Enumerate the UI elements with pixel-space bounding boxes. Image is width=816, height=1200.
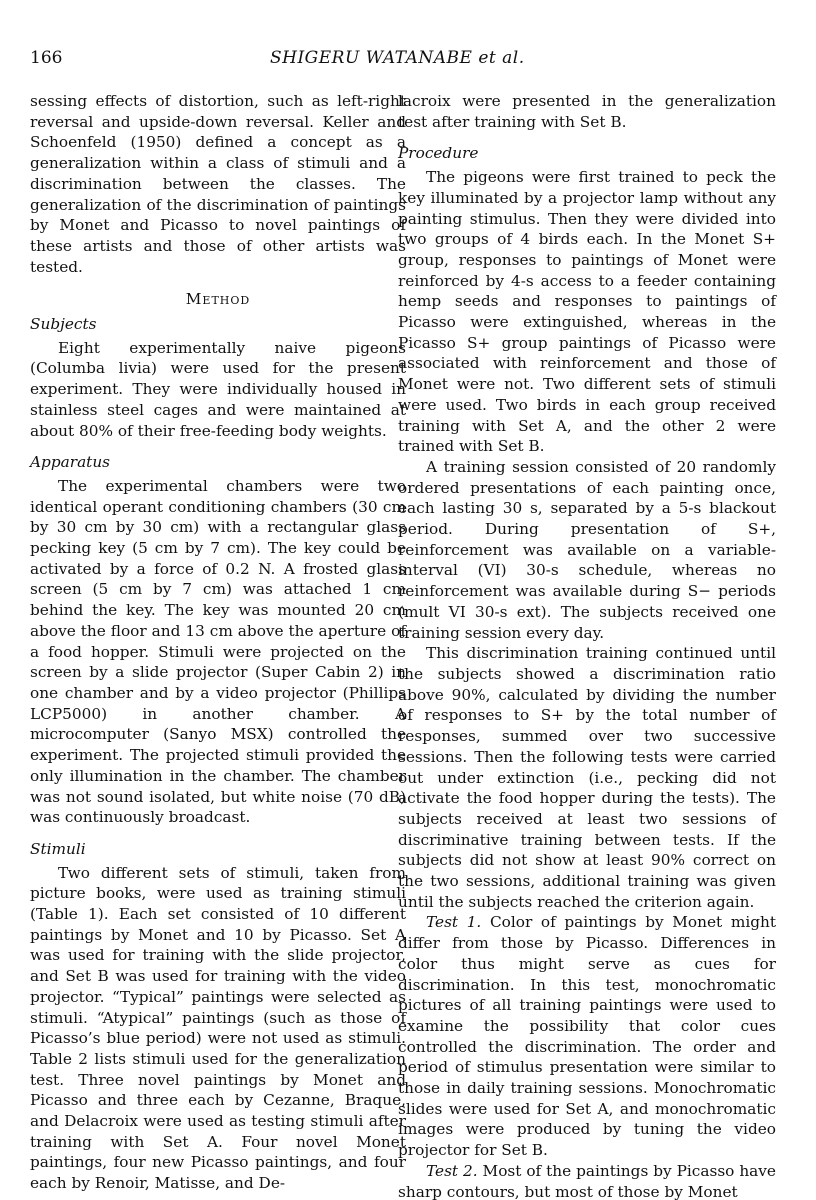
method-heading: Method xyxy=(185,290,251,309)
stimuli-heading: Stimuli xyxy=(30,839,86,858)
test-1-text: Color of paintings by Monet might differ from those by Picasso. Differences in color thus might serve as cues for discrimination. In this test, monochromatic pictures of all training paintings were used to examine the possibility that color cues controlled the discrimination. The order and period of stimulus presentation were similar to those in daily training sessions. Monochromatic slides were used for Set A, and monochromatic images were produced by tuning the video projector for Set B. xyxy=(398,913,777,1160)
continuation-paragraph: lacroix were presented in the generalization test after training with Set B. xyxy=(398,92,776,131)
procedure-paragraph-3: This discrimination training continued until the subjects showed a discrimination ratio above 90%, calculated by dividing the number of responses to S+ by the total number of responses, summed over two successive sessions. Then the following tests were carried out under extinction (i.e., pecking did not activate the food hopper during the tests). The subjects received at least two sessions of discriminative training between tests. If the subjects did not show at least 90% correct on the two sessions, additional training was given until the subjects reached the criterion again. xyxy=(398,644,776,911)
procedure-paragraph-2: A training session consisted of 20 randomly ordered presentations of each painting once, each lasting 30 s, separated by a 5-s blackout period. During presentation of S+, reinforcement was available on a variable-interval (VI) 30-s schedule, whereas no reinforcement was available during S− periods (mult VI 30-s ext). The subjects received one training session every day. xyxy=(398,457,776,642)
stimuli-paragraph: Two different sets of stimuli, taken from picture books, were used as training stimuli (Table 1). Each set consisted of 10 different paintings by Monet and 10 by Picasso. Set A was used for training with the slide projector, and Set B was used for training with the video projector. “Typical” paintings were selected as stimuli. “Atypical” paintings (such as those of Picasso’s blue period) were not used as stimuli. Table 2 lists stimuli used for the generalization test. Three novel paintings by Monet and Picasso and three each by Cezanne, Braque, and Delacroix were used as testing stimuli after training with Set A. Four novel Monet paintings, four new Picasso paintings, and four each by Renoir, Matisse, and De- xyxy=(30,863,406,1193)
test-1-label: Test 1. xyxy=(426,913,482,932)
procedure-heading: Procedure xyxy=(398,144,479,163)
test-1-paragraph xyxy=(398,912,776,1160)
procedure-paragraph-1: The pigeons were first trained to peck the key illuminated by a projector lamp without any painting stimulus. Then they were divided into two groups of 4 birds each. In the Monet S+ group, responses to paintings of Monet were reinforced by 4-s access to a feeder containing hemp seeds and responses to paintings of Picasso were extinguished, whereas in the Picasso S+ group paintings of Picasso were associated with reinforcement and those of Monet were not. Two different sets of stimuli were used. Two birds in each group received training with Set A, and the other 2 were trained with Set B. xyxy=(398,168,776,456)
page-number: 166 xyxy=(30,48,63,68)
subjects-paragraph: Eight experimentally naive pigeons (Columba livia) were used for the present experiment. They were individually housed in stainless steel cages and were maintained at about 80% of their free-feeding body weights. xyxy=(30,338,406,440)
test-2-paragraph xyxy=(398,1161,776,1200)
left-column xyxy=(30,91,406,1194)
subjects-heading: Subjects xyxy=(30,315,97,334)
test-2-label: Test 2. xyxy=(426,1161,478,1180)
running-head: SHIGERU WATANABE et al. xyxy=(270,48,525,68)
test-2-text: Most of the paintings by Picasso have sharp contours, but most of those by Monet xyxy=(398,1161,776,1200)
apparatus-paragraph: The experimental chambers were two identical operant conditioning chambers (30 cm by 30 cm by 30 cm) with a rectangular glass pecking key (5 cm by 7 cm). The key could be activated by a force of 0.2 N. A frosted glass screen (5 cm by 7 cm) was attached 1 cm behind the key. The key was mounted 20 cm above the floor and 13 cm above the aperture of a food hopper. Stimuli were projected on the screen by a slide projector (Super Cabin 2) in one chamber and by a video projector (Phillips LCP5000) in another chamber. A microcomputer (Sanyo MSX) controlled the experiment. The projected stimuli provided the only illumination in the chamber. The chamber was not sound isolated, but white noise (70 dB) was continuously broadcast. xyxy=(30,476,406,827)
intro-paragraph: sessing effects of distortion, such as left-right reversal and upside-down reversal. Keller and Schoenfeld (1950) defined a concept as a generalization within a class of stimuli and a discrimination between the classes. The generalization of the discrimination of paintings by Monet and Picasso to novel paintings of these artists and those of other artists was tested. xyxy=(30,92,406,276)
apparatus-heading: Apparatus xyxy=(30,453,111,472)
right-column xyxy=(398,91,776,1200)
